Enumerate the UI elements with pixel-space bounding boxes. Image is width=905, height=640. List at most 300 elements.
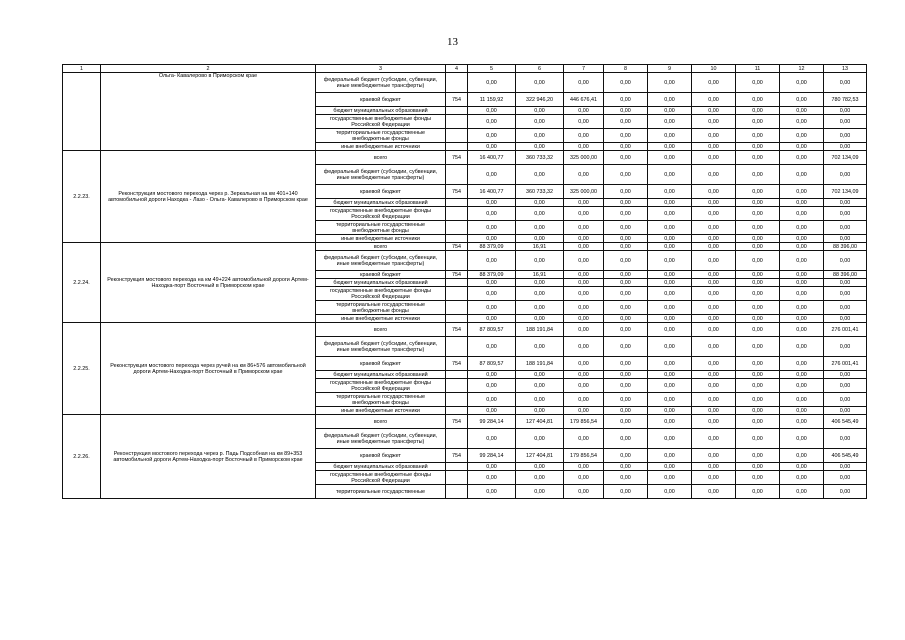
- amount-cell: 0,00: [564, 107, 604, 115]
- amount-cell: 0,00: [648, 199, 692, 207]
- amount-cell: 0,00: [780, 107, 824, 115]
- amount-cell: 0,00: [564, 115, 604, 129]
- amount-cell: 0,00: [824, 207, 867, 221]
- item-number: 2.2.26.: [63, 415, 101, 499]
- amount-cell: 16 400,77: [468, 185, 516, 199]
- amount-cell: 0,00: [604, 379, 648, 393]
- amount-cell: 0,00: [736, 279, 780, 287]
- header-cell: 12: [780, 65, 824, 73]
- budget-code: [446, 107, 468, 115]
- amount-cell: 0,00: [692, 337, 736, 357]
- amount-cell: 0,00: [692, 301, 736, 315]
- amount-cell: 0,00: [824, 279, 867, 287]
- amount-cell: 0,00: [692, 185, 736, 199]
- amount-cell: 0,00: [604, 115, 648, 129]
- amount-cell: 0,00: [468, 371, 516, 379]
- amount-cell: 0,00: [604, 357, 648, 371]
- amount-cell: 0,00: [824, 221, 867, 235]
- amount-cell: 0,00: [692, 151, 736, 165]
- amount-cell: 0,00: [736, 393, 780, 407]
- item-title: Реконструкция мостового перехода на км 49+224 автомобильной дороги Артем-Находка-порт Восточный в Приморском крае: [101, 243, 316, 323]
- amount-cell: 0,00: [648, 93, 692, 107]
- amount-cell: 0,00: [564, 379, 604, 393]
- amount-cell: 0,00: [780, 221, 824, 235]
- amount-cell: 0,00: [780, 199, 824, 207]
- amount-cell: 0,00: [564, 279, 604, 287]
- funding-source: всего: [316, 243, 446, 251]
- amount-cell: 0,00: [564, 199, 604, 207]
- funding-source: бюджет муниципальных образований: [316, 371, 446, 379]
- amount-cell: 276 001,41: [824, 357, 867, 371]
- amount-cell: 0,00: [736, 449, 780, 463]
- amount-cell: 0,00: [468, 235, 516, 243]
- amount-cell: 0,00: [468, 143, 516, 151]
- funding-source: всего: [316, 151, 446, 165]
- budget-code: [446, 471, 468, 485]
- amount-cell: 0,00: [780, 115, 824, 129]
- amount-cell: 0,00: [564, 287, 604, 301]
- budget-code: [446, 207, 468, 221]
- amount-cell: 406 545,49: [824, 415, 867, 429]
- amount-cell: 0,00: [780, 357, 824, 371]
- amount-cell: 0,00: [604, 407, 648, 415]
- amount-cell: 0,00: [564, 271, 604, 279]
- amount-cell: 0,00: [468, 471, 516, 485]
- amount-cell: 0,00: [564, 315, 604, 323]
- amount-cell: 0,00: [648, 279, 692, 287]
- amount-cell: 0,00: [780, 151, 824, 165]
- budget-code: 754: [446, 185, 468, 199]
- amount-cell: 0,00: [648, 463, 692, 471]
- funding-source: иные внебюджетные источники: [316, 235, 446, 243]
- budget-code: [446, 199, 468, 207]
- amount-cell: 0,00: [824, 463, 867, 471]
- amount-cell: 88 396,00: [824, 243, 867, 251]
- amount-cell: 0,00: [516, 471, 564, 485]
- amount-cell: 0,00: [692, 271, 736, 279]
- header-cell: 13: [824, 65, 867, 73]
- amount-cell: 99 284,14: [468, 415, 516, 429]
- amount-cell: 0,00: [564, 429, 604, 449]
- amount-cell: 0,00: [780, 143, 824, 151]
- amount-cell: 0,00: [516, 337, 564, 357]
- item-title: Реконструкция мостового перехода через ручей на км 86+576 автомобильной дороги Артем-Находка-порт Восточный в Приморском крае: [101, 323, 316, 415]
- amount-cell: 0,00: [780, 271, 824, 279]
- amount-cell: 0,00: [736, 207, 780, 221]
- amount-cell: 0,00: [604, 235, 648, 243]
- funding-source: государственные внебюджетные фонды Российской Федерации: [316, 471, 446, 485]
- amount-cell: 446 676,41: [564, 93, 604, 107]
- amount-cell: 0,00: [564, 407, 604, 415]
- budget-code: [446, 379, 468, 393]
- header-cell: 7: [564, 65, 604, 73]
- amount-cell: 0,00: [780, 279, 824, 287]
- amount-cell: 0,00: [780, 207, 824, 221]
- header-cell: 11: [736, 65, 780, 73]
- amount-cell: 0,00: [824, 143, 867, 151]
- amount-cell: 0,00: [604, 449, 648, 463]
- amount-cell: 0,00: [736, 251, 780, 271]
- amount-cell: 0,00: [648, 449, 692, 463]
- amount-cell: 0,00: [468, 199, 516, 207]
- amount-cell: 0,00: [692, 93, 736, 107]
- amount-cell: 179 856,54: [564, 415, 604, 429]
- amount-cell: 0,00: [468, 73, 516, 93]
- item-number: 2.2.24.: [63, 243, 101, 323]
- budget-code: [446, 287, 468, 301]
- amount-cell: 0,00: [736, 337, 780, 357]
- amount-cell: 702 134,09: [824, 151, 867, 165]
- amount-cell: 0,00: [648, 107, 692, 115]
- amount-cell: 0,00: [736, 287, 780, 301]
- funding-source: краевой бюджет: [316, 93, 446, 107]
- amount-cell: 0,00: [736, 323, 780, 337]
- header-cell: 3: [316, 65, 446, 73]
- funding-source: краевой бюджет: [316, 185, 446, 199]
- amount-cell: 0,00: [692, 287, 736, 301]
- amount-cell: 0,00: [516, 207, 564, 221]
- header-cell: 10: [692, 65, 736, 73]
- amount-cell: 0,00: [692, 471, 736, 485]
- amount-cell: 0,00: [692, 449, 736, 463]
- amount-cell: 0,00: [692, 115, 736, 129]
- amount-cell: 0,00: [648, 301, 692, 315]
- amount-cell: 0,00: [648, 393, 692, 407]
- amount-cell: 0,00: [780, 471, 824, 485]
- amount-cell: 0,00: [604, 485, 648, 499]
- amount-cell: 0,00: [824, 429, 867, 449]
- budget-code: [446, 115, 468, 129]
- amount-cell: 325 000,00: [564, 185, 604, 199]
- amount-cell: 0,00: [564, 357, 604, 371]
- budget-code: [446, 485, 468, 499]
- amount-cell: 0,00: [648, 221, 692, 235]
- amount-cell: 0,00: [824, 301, 867, 315]
- amount-cell: 0,00: [604, 207, 648, 221]
- amount-cell: 0,00: [604, 251, 648, 271]
- amount-cell: 0,00: [780, 463, 824, 471]
- amount-cell: 0,00: [604, 185, 648, 199]
- item-title: Реконструкция мостового перехода через р. Зеркальная на км 401+140 автомобильной дороги Находка - Лазо - Ольга- Кавалерово в Приморском крае: [101, 151, 316, 243]
- funding-source: территориальные государственные внебюджетные фонды: [316, 129, 446, 143]
- budget-code: 754: [446, 243, 468, 251]
- budget-code: [446, 235, 468, 243]
- table-row: [63, 415, 867, 429]
- amount-cell: 702 134,09: [824, 185, 867, 199]
- amount-cell: 0,00: [604, 129, 648, 143]
- amount-cell: 0,00: [736, 243, 780, 251]
- amount-cell: 0,00: [648, 243, 692, 251]
- amount-cell: 0,00: [780, 485, 824, 499]
- amount-cell: 0,00: [692, 235, 736, 243]
- funding-source: федеральный бюджет (субсидии, субвенции, иные межбюджетные трансферты): [316, 73, 446, 93]
- funding-source: федеральный бюджет (субсидии, субвенции, иные межбюджетные трансферты): [316, 429, 446, 449]
- amount-cell: 0,00: [824, 371, 867, 379]
- item-number: 2.2.25.: [63, 323, 101, 415]
- amount-cell: 0,00: [736, 315, 780, 323]
- amount-cell: 11 159,92: [468, 93, 516, 107]
- amount-cell: 0,00: [692, 323, 736, 337]
- amount-cell: 0,00: [468, 279, 516, 287]
- amount-cell: 0,00: [468, 463, 516, 471]
- amount-cell: 0,00: [564, 371, 604, 379]
- amount-cell: 0,00: [824, 165, 867, 185]
- amount-cell: 0,00: [692, 129, 736, 143]
- amount-cell: 0,00: [604, 73, 648, 93]
- amount-cell: 0,00: [692, 143, 736, 151]
- amount-cell: 276 001,41: [824, 323, 867, 337]
- funding-source: государственные внебюджетные фонды Российской Федерации: [316, 207, 446, 221]
- amount-cell: 0,00: [564, 463, 604, 471]
- amount-cell: 0,00: [648, 337, 692, 357]
- amount-cell: 0,00: [692, 407, 736, 415]
- amount-cell: 0,00: [824, 379, 867, 393]
- amount-cell: 0,00: [564, 485, 604, 499]
- amount-cell: 0,00: [604, 301, 648, 315]
- amount-cell: 0,00: [648, 271, 692, 279]
- amount-cell: 0,00: [516, 407, 564, 415]
- amount-cell: 0,00: [648, 471, 692, 485]
- amount-cell: 0,00: [648, 357, 692, 371]
- amount-cell: 0,00: [604, 151, 648, 165]
- amount-cell: 0,00: [780, 165, 824, 185]
- amount-cell: 0,00: [780, 415, 824, 429]
- table-row: [63, 243, 867, 251]
- amount-cell: 0,00: [824, 129, 867, 143]
- amount-cell: 780 782,53: [824, 93, 867, 107]
- budget-code: [446, 165, 468, 185]
- funding-source: государственные внебюджетные фонды Российской Федерации: [316, 287, 446, 301]
- amount-cell: 0,00: [692, 357, 736, 371]
- amount-cell: 0,00: [780, 371, 824, 379]
- amount-cell: 0,00: [736, 93, 780, 107]
- amount-cell: 0,00: [648, 323, 692, 337]
- amount-cell: 0,00: [516, 73, 564, 93]
- amount-cell: 0,00: [516, 165, 564, 185]
- amount-cell: 0,00: [736, 235, 780, 243]
- amount-cell: 0,00: [468, 287, 516, 301]
- amount-cell: 0,00: [692, 463, 736, 471]
- amount-cell: 322 946,20: [516, 93, 564, 107]
- funding-source: краевой бюджет: [316, 449, 446, 463]
- budget-code: [446, 73, 468, 93]
- budget-code: [446, 143, 468, 151]
- amount-cell: 0,00: [604, 143, 648, 151]
- amount-cell: 0,00: [824, 471, 867, 485]
- amount-cell: 16,91: [516, 243, 564, 251]
- amount-cell: 0,00: [604, 107, 648, 115]
- amount-cell: 0,00: [736, 165, 780, 185]
- amount-cell: 0,00: [468, 393, 516, 407]
- amount-cell: 0,00: [692, 371, 736, 379]
- amount-cell: 0,00: [468, 221, 516, 235]
- budget-code: 754: [446, 151, 468, 165]
- amount-cell: 0,00: [604, 371, 648, 379]
- amount-cell: 325 000,00: [564, 151, 604, 165]
- amount-cell: 0,00: [468, 129, 516, 143]
- amount-cell: 0,00: [648, 115, 692, 129]
- funding-source: бюджет муниципальных образований: [316, 199, 446, 207]
- funding-source: государственные внебюджетные фонды Российской Федерации: [316, 115, 446, 129]
- amount-cell: 0,00: [564, 235, 604, 243]
- amount-cell: 0,00: [648, 429, 692, 449]
- amount-cell: 0,00: [736, 143, 780, 151]
- amount-cell: 0,00: [824, 235, 867, 243]
- amount-cell: 0,00: [692, 243, 736, 251]
- amount-cell: 0,00: [692, 279, 736, 287]
- amount-cell: 179 856,54: [564, 449, 604, 463]
- budget-code: [446, 315, 468, 323]
- amount-cell: 0,00: [736, 471, 780, 485]
- amount-cell: 0,00: [468, 107, 516, 115]
- amount-cell: 0,00: [780, 129, 824, 143]
- amount-cell: 0,00: [648, 315, 692, 323]
- amount-cell: 127 404,81: [516, 415, 564, 429]
- budget-code: [446, 429, 468, 449]
- amount-cell: 0,00: [648, 185, 692, 199]
- amount-cell: 0,00: [824, 199, 867, 207]
- header-cell: 5: [468, 65, 516, 73]
- amount-cell: 0,00: [692, 251, 736, 271]
- header-cell: 9: [648, 65, 692, 73]
- funding-source: бюджет муниципальных образований: [316, 463, 446, 471]
- budget-code: [446, 407, 468, 415]
- amount-cell: 16,91: [516, 271, 564, 279]
- amount-cell: 0,00: [824, 115, 867, 129]
- amount-cell: 0,00: [604, 429, 648, 449]
- amount-cell: 0,00: [604, 287, 648, 301]
- item-title: Ольга- Кавалерово в Приморском крае: [101, 73, 316, 151]
- budget-code: [446, 463, 468, 471]
- budget-code: [446, 251, 468, 271]
- amount-cell: 0,00: [648, 235, 692, 243]
- amount-cell: 16 400,77: [468, 151, 516, 165]
- budget-code: 754: [446, 449, 468, 463]
- amount-cell: 0,00: [516, 251, 564, 271]
- amount-cell: 0,00: [564, 221, 604, 235]
- amount-cell: 0,00: [516, 371, 564, 379]
- budget-table: [62, 64, 867, 499]
- amount-cell: 0,00: [648, 207, 692, 221]
- header-cell: 1: [63, 65, 101, 73]
- amount-cell: 0,00: [516, 221, 564, 235]
- budget-code: 754: [446, 415, 468, 429]
- header-row: [63, 65, 867, 73]
- amount-cell: 0,00: [780, 185, 824, 199]
- amount-cell: 0,00: [516, 115, 564, 129]
- amount-cell: 0,00: [468, 485, 516, 499]
- item-title: Реконструкция мостового перехода через р. Падь Подсобная на км 89+353 автомобильной дороги Артем-Находка-порт Восточный в Приморском крае: [101, 415, 316, 499]
- amount-cell: 0,00: [648, 151, 692, 165]
- amount-cell: 0,00: [824, 107, 867, 115]
- funding-source: федеральный бюджет (субсидии, субвенции, иные межбюджетные трансферты): [316, 337, 446, 357]
- funding-source: краевой бюджет: [316, 357, 446, 371]
- amount-cell: 0,00: [468, 115, 516, 129]
- amount-cell: 0,00: [736, 73, 780, 93]
- amount-cell: 0,00: [516, 463, 564, 471]
- table-row: [63, 151, 867, 165]
- amount-cell: 0,00: [736, 199, 780, 207]
- amount-cell: 0,00: [604, 199, 648, 207]
- amount-cell: 0,00: [736, 429, 780, 449]
- amount-cell: 0,00: [780, 323, 824, 337]
- amount-cell: 0,00: [736, 407, 780, 415]
- amount-cell: 88 379,09: [468, 243, 516, 251]
- amount-cell: 0,00: [824, 73, 867, 93]
- table-body: [63, 65, 867, 499]
- budget-code: [446, 279, 468, 287]
- amount-cell: 0,00: [516, 485, 564, 499]
- amount-cell: 0,00: [516, 143, 564, 151]
- amount-cell: 0,00: [824, 337, 867, 357]
- amount-cell: 0,00: [648, 165, 692, 185]
- amount-cell: 0,00: [604, 337, 648, 357]
- funding-source: краевой бюджет: [316, 271, 446, 279]
- amount-cell: 0,00: [648, 251, 692, 271]
- budget-code: [446, 129, 468, 143]
- amount-cell: 0,00: [648, 287, 692, 301]
- amount-cell: 0,00: [736, 379, 780, 393]
- amount-cell: 0,00: [780, 251, 824, 271]
- amount-cell: 0,00: [780, 407, 824, 415]
- amount-cell: 0,00: [468, 207, 516, 221]
- amount-cell: 0,00: [604, 323, 648, 337]
- amount-cell: 0,00: [516, 235, 564, 243]
- amount-cell: 0,00: [468, 379, 516, 393]
- amount-cell: 0,00: [516, 287, 564, 301]
- header-cell: 6: [516, 65, 564, 73]
- amount-cell: 0,00: [648, 73, 692, 93]
- amount-cell: 0,00: [736, 129, 780, 143]
- budget-code: [446, 221, 468, 235]
- amount-cell: 88 379,09: [468, 271, 516, 279]
- budget-code: [446, 371, 468, 379]
- amount-cell: 0,00: [516, 301, 564, 315]
- amount-cell: 99 284,14: [468, 449, 516, 463]
- amount-cell: 0,00: [780, 93, 824, 107]
- amount-cell: 0,00: [692, 165, 736, 185]
- amount-cell: 0,00: [604, 279, 648, 287]
- amount-cell: 0,00: [780, 315, 824, 323]
- amount-cell: 0,00: [604, 243, 648, 251]
- amount-cell: 0,00: [564, 471, 604, 485]
- amount-cell: 0,00: [692, 73, 736, 93]
- amount-cell: 0,00: [468, 301, 516, 315]
- amount-cell: 0,00: [692, 393, 736, 407]
- amount-cell: 0,00: [604, 463, 648, 471]
- amount-cell: 0,00: [564, 301, 604, 315]
- budget-code: [446, 301, 468, 315]
- amount-cell: 0,00: [516, 199, 564, 207]
- amount-cell: 0,00: [604, 271, 648, 279]
- budget-code: 754: [446, 93, 468, 107]
- amount-cell: 0,00: [516, 129, 564, 143]
- amount-cell: 0,00: [564, 129, 604, 143]
- funding-source: федеральный бюджет (субсидии, субвенции, иные межбюджетные трансферты): [316, 251, 446, 271]
- amount-cell: 0,00: [736, 107, 780, 115]
- amount-cell: 0,00: [468, 429, 516, 449]
- amount-cell: 0,00: [736, 221, 780, 235]
- amount-cell: 0,00: [736, 463, 780, 471]
- amount-cell: 0,00: [780, 429, 824, 449]
- funding-source: федеральный бюджет (субсидии, субвенции, иные межбюджетные трансферты): [316, 165, 446, 185]
- amount-cell: 0,00: [692, 207, 736, 221]
- amount-cell: 0,00: [564, 73, 604, 93]
- amount-cell: 0,00: [780, 73, 824, 93]
- amount-cell: 0,00: [736, 485, 780, 499]
- amount-cell: 0,00: [516, 107, 564, 115]
- item-number: 2.2.23.: [63, 151, 101, 243]
